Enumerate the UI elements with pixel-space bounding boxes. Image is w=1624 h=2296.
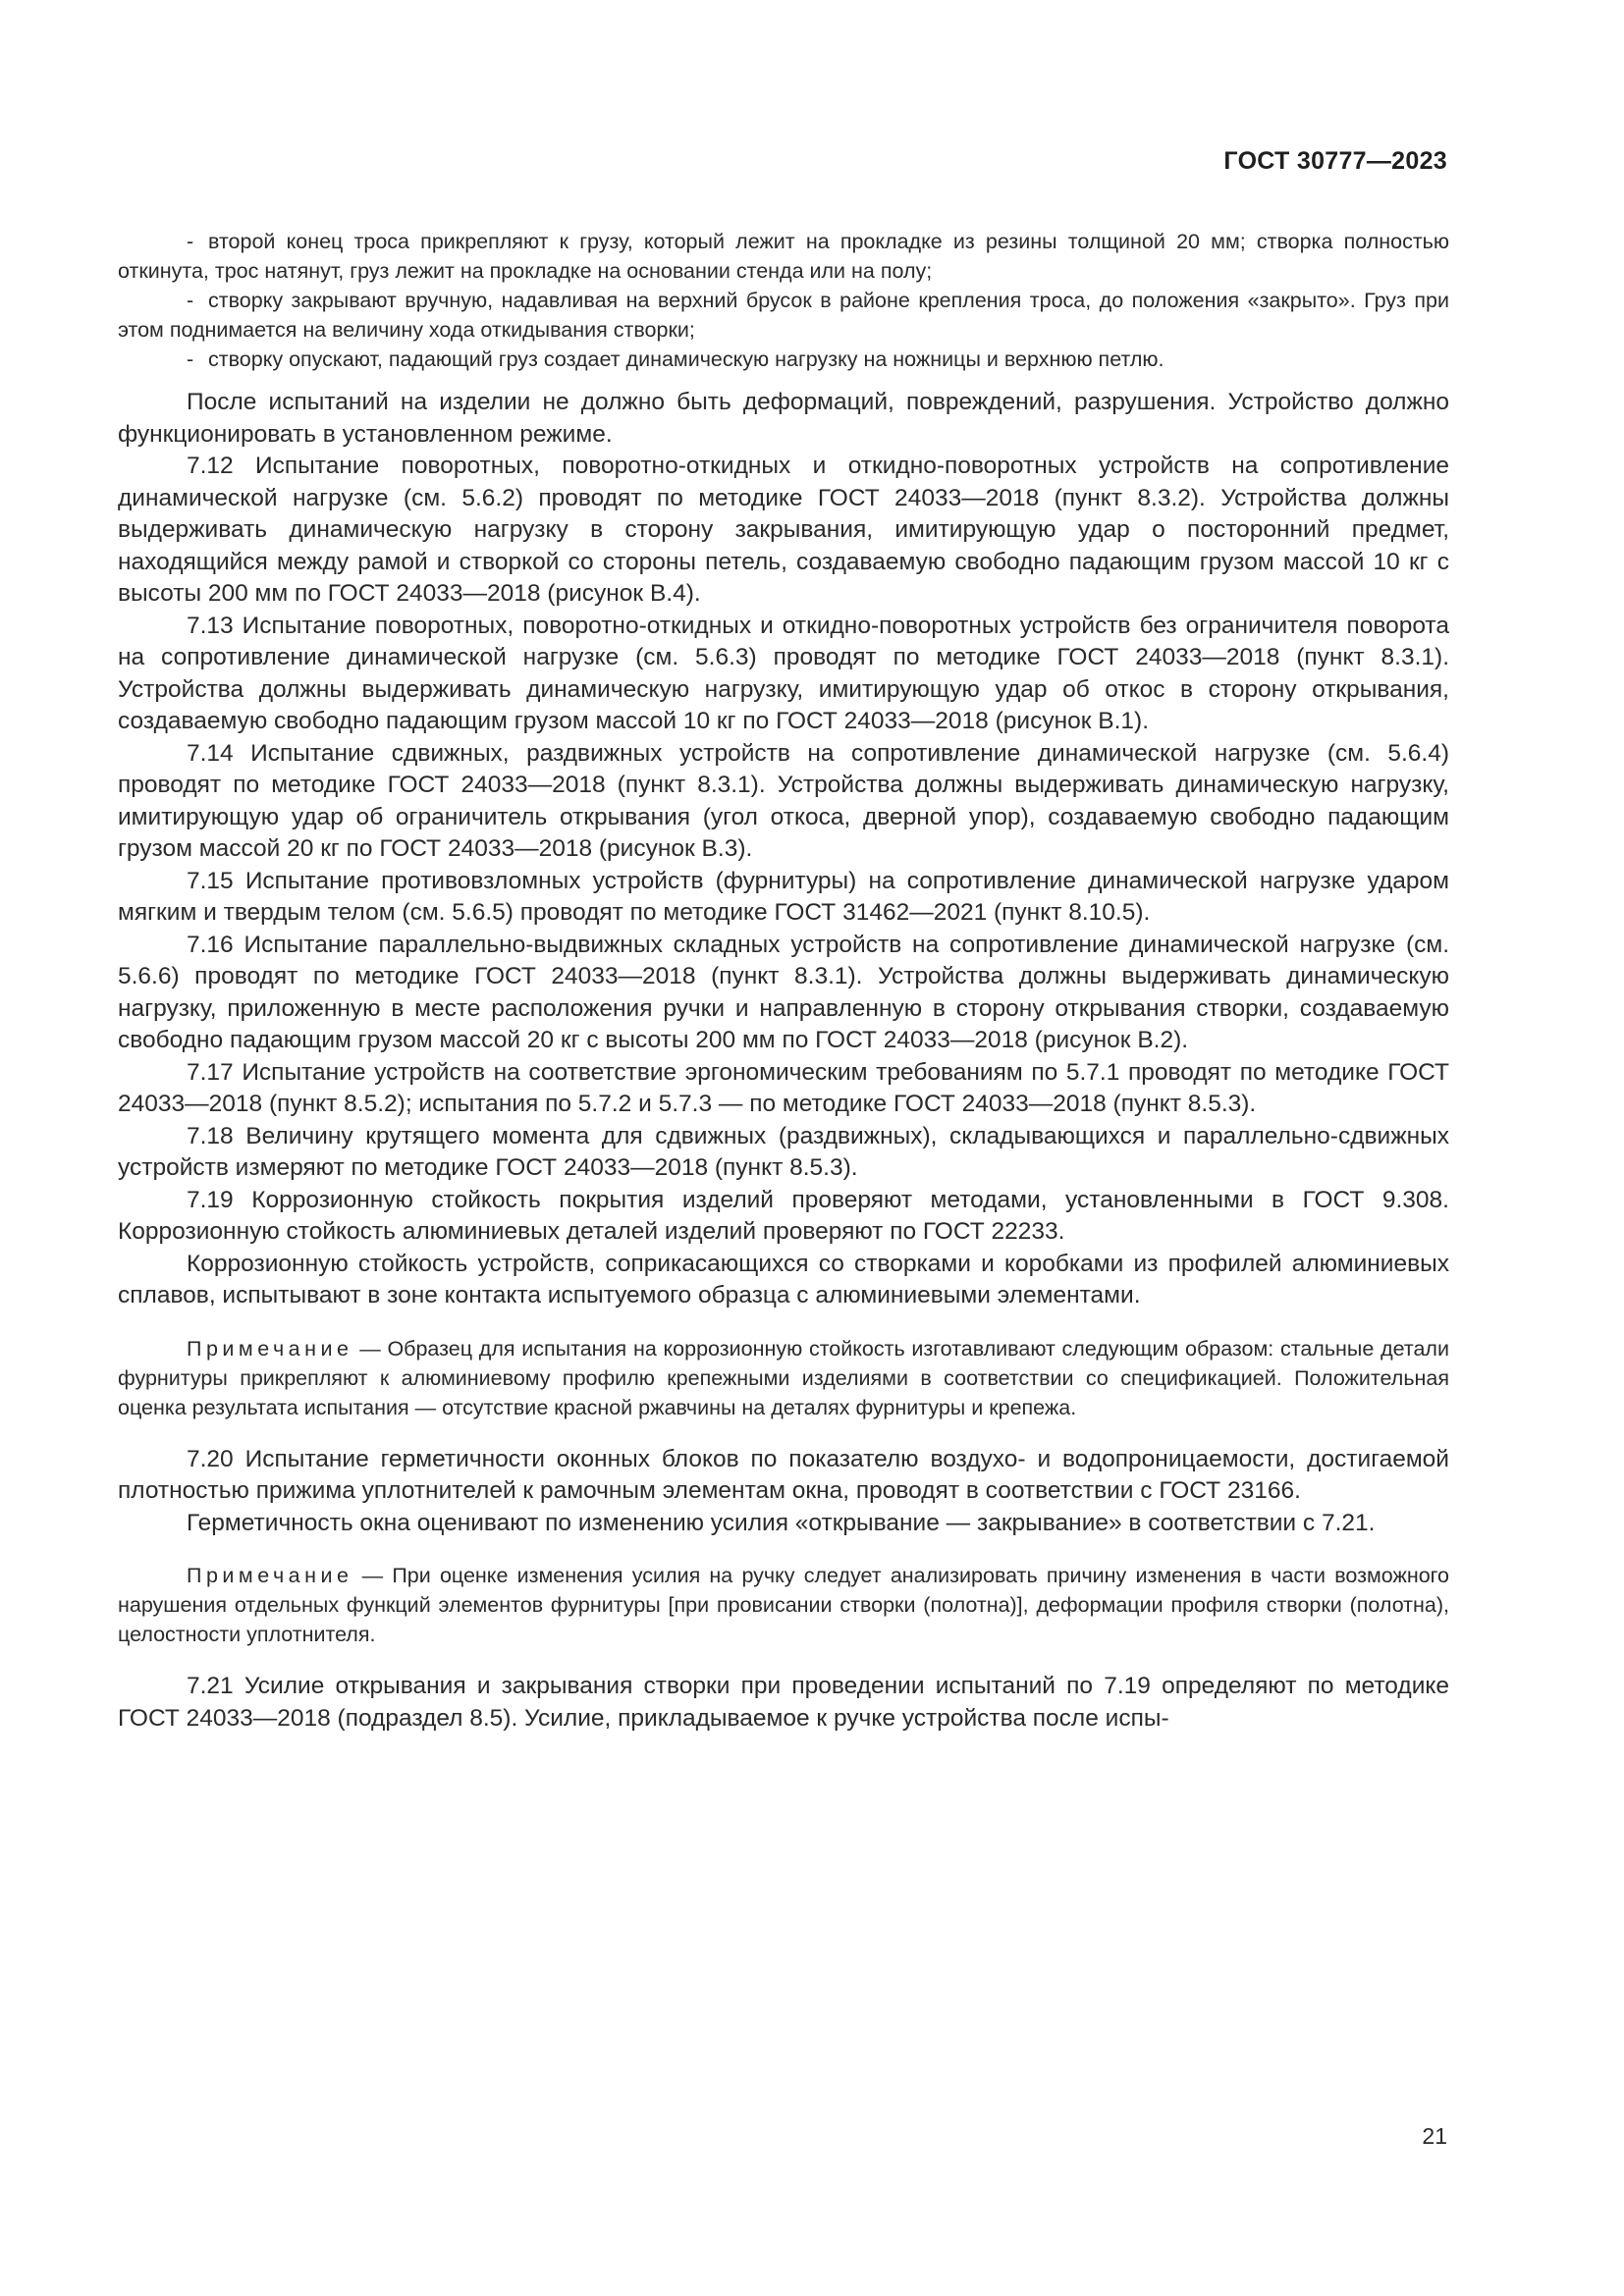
paragraph: После испытаний на изделии не должно быть деформаций, повреждений, разрушения. Устройство должно функционировать в установленном режиме. bbox=[118, 389, 1449, 448]
bullet-marker: - bbox=[187, 347, 194, 371]
bullet-item: - второй конец троса прикрепляют к грузу, который лежит на прокладке из резины толщиной 20 мм; створка полностью откинута, трос натянут, груз лежит на прокладке на основании стенда или на полу; bbox=[118, 227, 1449, 286]
clause-7-19: 7.19 Коррозионную стойкость покрытия изделий проверяют методами, установленными в ГОСТ 9.308. Коррозионную стойкость алюминиевых деталей изделий проверяют по ГОСТ 22233. bbox=[118, 1186, 1449, 1245]
note-text: — При оценке изменения усилия на ручку следует анализировать причину изменения в части возможного нарушения отдельных функций элементов фурнитуры [при провисании створки (полотна)], деформации профиля створки (полотна), целостности уплотнителя. bbox=[118, 1564, 1449, 1646]
bullet-item: - створку опускают, падающий груз создает динамическую нагрузку на ножницы и верхнюю петлю. bbox=[118, 345, 1449, 374]
clause-7-21: 7.21 Усилие открывания и закрывания створки при проведении испытаний по 7.19 определяют по методике ГОСТ 24033—2018 (подраздел 8.5). Усилие, прикладываемое к ручке устройства после испы- bbox=[118, 1673, 1449, 1732]
bullet-marker: - bbox=[187, 230, 194, 253]
clause-7-12: 7.12 Испытание поворотных, поворотно-откидных и откидно-поворотных устройств на сопротивление динамической нагрузке (см. 5.6.2) проводят по методике ГОСТ 24033—2018 (пункт 8.3.2). Устройства должны выдерживать динамическую нагрузку в сторону закрывания, имитирующую удар о посторонний предмет, находящийся между рамой и створкой со стороны петель, создаваемую свободно падающим грузом массой 10 кг с высоты 200 мм по ГОСТ 24033—2018 (рисунок В.4). bbox=[118, 453, 1449, 607]
bullet-marker: - bbox=[187, 289, 194, 312]
note-label: Примечание bbox=[187, 1564, 353, 1587]
clause-7-18: 7.18 Величину крутящего момента для сдвижных (раздвижных), складывающихся и параллельно-сдвижных устройств измеряют по методике ГОСТ 24033—2018 (пункт 8.5.3). bbox=[118, 1122, 1449, 1181]
clause-7-17: 7.17 Испытание устройств на соответствие эргономическим требованиям по 5.7.1 проводят по методике ГОСТ 24033—2018 (пункт 8.5.2); испытания по 5.7.2 и 5.7.3 — по методике ГОСТ 24033—2018 (пункт 8.5.3). bbox=[118, 1058, 1449, 1117]
paragraph: Герметичность окна оценивают по изменению усилия «открывание — закрывание» в соответствии с 7.21. bbox=[187, 1509, 1376, 1536]
bullet-item: - створку закрывают вручную, надавливая на верхний брусок в районе крепления троса, до положения «закрыто». Груз при этом поднимается на величину хода откидывания створки; bbox=[118, 286, 1449, 345]
paragraph: Коррозионную стойкость устройств, соприкасающихся со створками и коробками из профилей алюминиевых сплавов, испытывают в зоне контакта испытуемого образца с алюминиевыми элементами. bbox=[118, 1250, 1449, 1308]
standard-code-header: ГОСТ 30777—2023 bbox=[1223, 147, 1447, 175]
bullet-list bbox=[118, 227, 1449, 374]
clause-7-13: 7.13 Испытание поворотных, поворотно-откидных и откидно-поворотных устройств без ограничителя поворота на сопротивление динамической нагрузке (см. 5.6.3) проводят по методике ГОСТ 24033—2018 (пункт 8.3.1). Устройства должны выдерживать динамическую нагрузку, имитирующую удар об откос в сторону открывания, создаваемую свободно падающим грузом массой 10 кг по ГОСТ 24033—2018 (рисунок В.1). bbox=[118, 612, 1449, 734]
note-text: — Образец для испытания на коррозионную стойкость изготавливают следующим образом: стальные детали фурнитуры прикрепляют к алюминиевому профилю крепежными изделиями в соответствии со спецификацией. Положительная оценка результата испытания — отсутствие красной ржавчины на деталях фурнитуры и крепежа. bbox=[118, 1336, 1449, 1419]
note bbox=[118, 1561, 1449, 1649]
note-label: Примечание bbox=[187, 1336, 353, 1361]
clause-7-15: 7.15 Испытание противовзломных устройств (фурнитуры) на сопротивление динамической нагрузке ударом мягким и твердым телом (см. 5.6.5) проводят по методике ГОСТ 31462—2021 (пункт 8.10.5). bbox=[118, 867, 1449, 926]
page-content bbox=[118, 227, 1449, 1735]
page-number: 21 bbox=[1422, 2123, 1447, 2149]
clause-7-14: 7.14 Испытание сдвижных, раздвижных устройств на сопротивление динамической нагрузке (см. 5.6.4) проводят по методике ГОСТ 24033—2018 (пункт 8.3.1). Устройства должны выдерживать динамическую нагрузку, имитирующую удар об ограничитель открывания (угол откоса, дверной упор), создаваемую свободно падающим грузом массой 20 кг по ГОСТ 24033—2018 (рисунок В.3). bbox=[118, 739, 1449, 862]
clause-7-16: 7.16 Испытание параллельно-выдвижных складных устройств на сопротивление динамической нагрузке (см. 5.6.6) проводят по методике ГОСТ 24033—2018 (пункт 8.3.1). Устройства должны выдерживать динамическую нагрузку, приложенную в месте расположения ручки и направленную в сторону открывания створки, создаваемую свободно падающим грузом массой 20 кг с высоты 200 мм по ГОСТ 24033—2018 (рисунок В.2). bbox=[118, 931, 1449, 1053]
note bbox=[118, 1334, 1449, 1422]
clause-7-20: 7.20 Испытание герметичности оконных блоков по показателю воздухо- и водопроницаемости, достигаемой плотностью прижима уплотнителей к рамочным элементам окна, проводят в соответствии с ГОСТ 23166. bbox=[118, 1445, 1449, 1504]
